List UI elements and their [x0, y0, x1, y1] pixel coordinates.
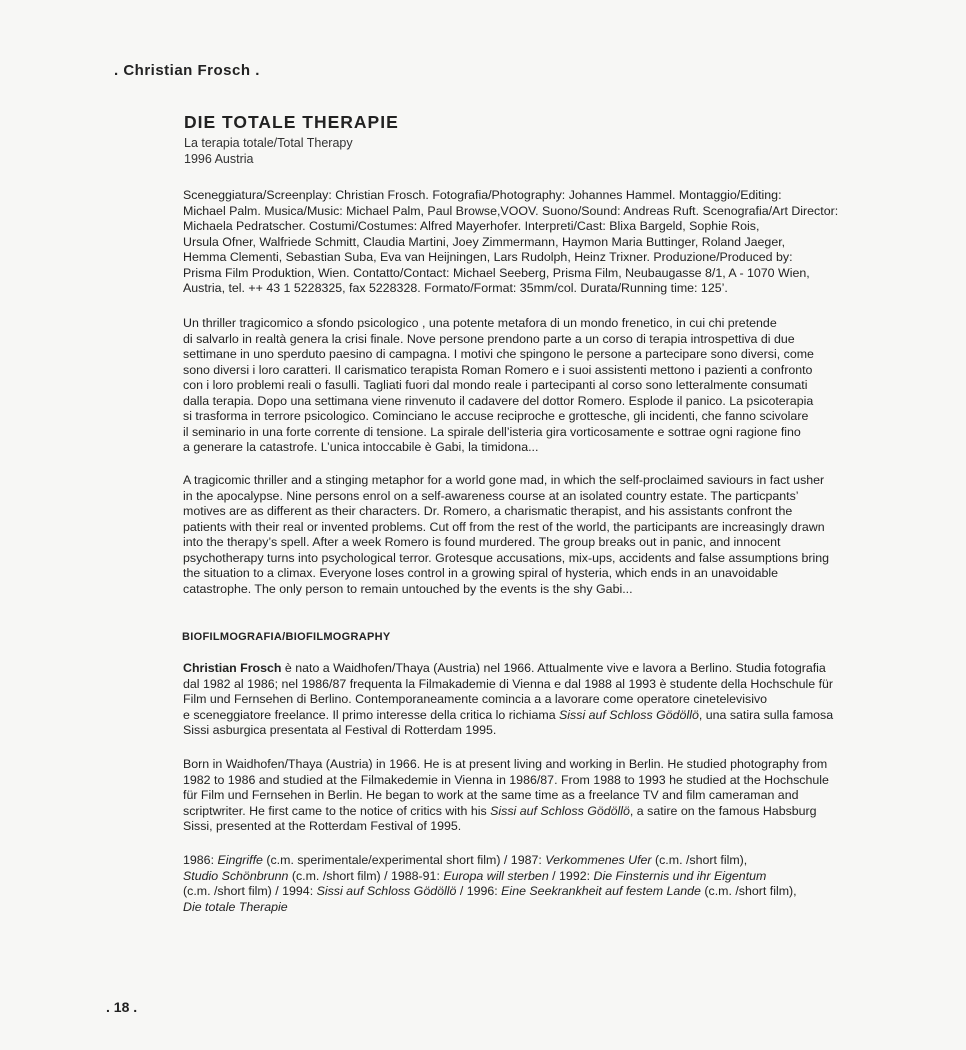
bio-en-text-2: , a satire on the famous Habsburg Sissi, presented at the Rotterdam Festival of 1995. [183, 803, 817, 833]
page-number: . 18 . [106, 999, 138, 1015]
filmography-text: / 1996: [456, 884, 502, 898]
bio-it-text-1: è nato a Waidhofen/Thaya (Austria) nel 1966. Attualmente vive e lavora a Berlino. Studia fotografia dal 1982 al 1986; nel 1986/87 frequenta la Filmakademie di Vienna e dal 1988 al 1993 è studente della Hochschule für Film und Fernsehen di Berlino. Contemporaneamente comincia a a lavorare come operatore cinetelevisivo e sceneggiatore freelance. Il primo interesse della critica lo richiama [183, 661, 834, 722]
synopsis-italian: Un thriller tragicomico a sfondo psicologico , una potente metafora di un mondo frenetico, in cui chi pretende di salvarlo in realtà genera la crisi finale. Nove persone prendono parte a un corso di terapia introspettiva di due settimane in uno sperduto paesino di campagna. I motivi che spingono le persone a partecipare sono diversi, come sono diversi i loro caratteri. Il carismatico terapista Roman Romero e i suoi assistenti mettono i pazienti a confronto con i loro problemi reali o fasulli. Tagliati fuori dal mondo reale i partecipanti al corso sono letteralmente consumati dalla terapia. Dopo una settimana viene rinvenuto il cadavere del dottor Romero. Esplode il panico. La psicoterapia si trasforma in terrore psicologico. Cominciano le accuse reciproche e grottesche, gli incidenti, che fanno scivolare il seminario in una forte corrente di tensione. La spirale dell’isteria gira vorticosamente e sottrae ogni ragione fino a generare la catastrofe. L’unica intoccabile è Gabi, la timidona... [183, 316, 814, 454]
bio-it-text-2: , una satira sulla famosa Sissi asburgica presentata al Festival di Rotterdam 1995. [183, 707, 834, 737]
biography-italian [183, 661, 895, 739]
filmography-title: Die Finsternis und ihr Eigentum [593, 868, 767, 883]
filmography-title: Europa will sterben [443, 868, 549, 883]
bio-it-film-title: Sissi auf Schloss Gödöllö [559, 707, 699, 722]
biography-english [183, 757, 895, 835]
filmography-title: Die totale Therapie [183, 899, 288, 914]
credits-paragraph: Sceneggiatura/Screenplay: Christian Frosch. Fotografia/Photography: Johannes Hammel. Montaggio/Editing: Michael Palm. Musica/Music: Michael Palm, Paul Browse,VOOV. Suono/Sound: Andreas Ruft. Scenografia/Art Director: Michaela Pedratscher. Costumi/Costumes: Alfred Mayerhofer. Interpreti/Cast: Blixa Bargeld, Sophie Rois, Ursula Ofner, Walfriede Schmitt, Claudia Martini, Joey Zimmermann, Haymon Maria Buttinger, Roland Jaeger, Hemma Clementi, Sebastian Suba, Eva van Heijningen, Lars Rudolph, Heinz Trixner. Produzione/Produced by: Prisma Film Produktion, Wien. Contatto/Contact: Michael Seeberg, Prisma Film, Neubaugasse 8/1, A - 1070 Wien, Austria, tel. ++ 43 1 5228325, fax 5228328. Formato/Format: 35mm/col. Durata/Running time: 125’. [183, 188, 839, 295]
filmography-text: (c.m. /short film) / 1994: [183, 884, 314, 898]
author-header: . Christian Frosch . [114, 62, 260, 79]
filmography-list [183, 853, 895, 915]
filmography-title: Eingriffe [217, 853, 263, 867]
filmography-title: Studio Schönbrunn [183, 868, 289, 883]
filmography-text: (c.m. /short film), [704, 884, 797, 898]
film-subtitle [184, 135, 353, 167]
filmography-text: (c.m. sperimentale/experimental short film) / 1987: [262, 853, 546, 867]
filmography-text: / 1992: [548, 868, 594, 883]
synopsis-english: A tragicomic thriller and a stinging metaphor for a world gone mad, in which the self-proclaimed saviours in fact usher in the apocalypse. Nine persons enrol on a self-awareness course at an isolated country estate. The particpants’ motives are as different as their characters. Dr. Romero, a charismatic therapist, and his assistants confront the patients with their real or invented problems. Cut off from the rest of the world, the participants are increasingly drawn into the therapy’s spell. After a week Romero is found murdered. The group breaks out in panic, and innocent psychotherapy turns into psychological terror. Grotesque accusations, mix-ups, accidents and false assumptions bring the situation to a climax. Everyone loses control in a growing spiral of hysteria, which ends in an unavoidable catastrophe. The only person to remain untouched by the events is the shy Gabi... [183, 473, 830, 596]
director-name: Christian Frosch [183, 661, 282, 675]
filmography-title: Sissi auf Schloss Gödöllö [316, 884, 457, 898]
bio-en-film-title: Sissi auf Schloss Gödöllö [490, 803, 630, 818]
filmography-text: (c.m. /short film) / 1988-91: [288, 868, 444, 883]
filmography-text: 1986: [183, 853, 218, 867]
alternate-titles: La terapia totale/Total Therapy [184, 136, 353, 150]
filmography-title: Verkommenes Ufer [545, 853, 652, 867]
filmography-title: Eine Seekrankheit auf festem Lande [501, 884, 701, 898]
filmography-text: (c.m. /short film), [654, 853, 748, 867]
bio-en-text-1: Born in Waidhofen/Thaya (Austria) in 1966. He is at present living and working in Berlin. He studied photography from 1982 to 1986 and studied at the Filmakedemie in Vienna in 1986/87. From 1988 to 1993 he studied at the Hochschule für Film und Fernsehen in Berlin. He began to work at the same time as a freelance TV and film cameraman and scriptwriter. He first came to the notice of critics with his [183, 757, 829, 818]
film-title: DIE TOTALE THERAPIE [184, 112, 399, 132]
year-country: 1996 Austria [184, 152, 254, 166]
biofilmography-heading: BIOFILMOGRAFIA/BIOFILMOGRAPHY [182, 631, 391, 643]
